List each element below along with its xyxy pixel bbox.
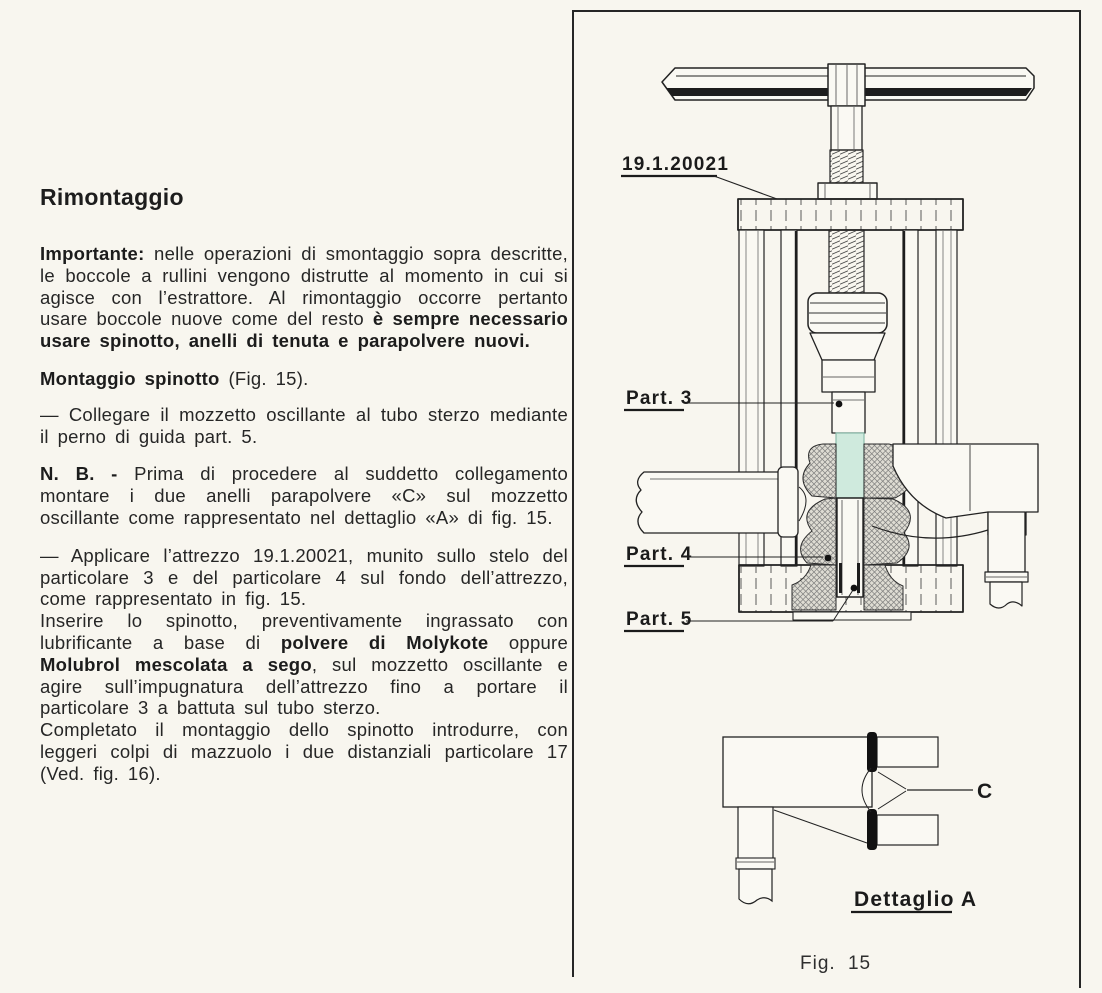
paragraph-applicare: — Applicare l’attrezzo 19.1.20021, munito sullo stelo del particolare 3 e del particolare 4 sul fondo dell’attrezzo, come rappresentato in fig. 15. [40, 544, 568, 610]
paragraph-completato: Completato il montaggio dello spinotto introdurre, con leggeri colpi di mazzuolo i due distanziali particolare 17 (Ved. fig. 16). [40, 719, 568, 784]
guide-pin-sleeve [834, 498, 866, 597]
nb-lead: N. B. - [40, 463, 118, 485]
paragraph-importante: Importante: nelle operazioni di smontaggio sopra descritte, le boccole a rullini vengono distrutte al momento in cui si agisce con l’estrattore. Al rimontaggio occorre pertanto usare boccole nuove come del resto è sempre necessario usare spinotto, anelli di tenuta e parapolvere nuovi. [40, 243, 569, 352]
screw-shaft [831, 106, 862, 150]
page-title: Rimontaggio [40, 184, 184, 210]
screw-thread-lower [829, 230, 864, 293]
press-tool-drawing [621, 64, 1038, 631]
detail-a-title: Dettaglio A [854, 888, 978, 911]
callout-tool-number [621, 154, 777, 199]
section-subhead: Montaggio spinotto (Fig. 15). [40, 367, 309, 389]
paragraph-nb: N. B. - Prima di procedere al suddetto collegamento montare i due anelli parapolvere «C» sul mozzetto oscillante come rappresentato nel dettaglio «A» di fig. 15. [40, 463, 568, 528]
importante-lead: Importante: [40, 243, 145, 264]
screw-thread-upper [830, 150, 863, 183]
paragraph-inserire: Inserire lo spinotto, preventivamente ingrassato con lubrificante a base di polvere di Molykote oppure Molubrol mescolata a sego, sul mozzetto oscillante e agire sull’impugnatura dell’attrezzo fino a portare il particolare 3 a battuta sul tubo sterzo. [40, 610, 568, 719]
figure-15 [570, 0, 1102, 988]
figure-15-diagram [570, 0, 1102, 988]
paragraph-collegare: — Collegare il mozzetto oscillante al tubo sterzo mediante il perno di guida part. 5. [40, 403, 568, 447]
spinotto-highlight [836, 433, 864, 498]
part4-label: Part. 4 [626, 544, 693, 565]
figure-caption: Fig. 15 [800, 953, 872, 974]
steering-tube-left [636, 467, 806, 537]
collar-nut [818, 183, 877, 199]
callout-part3 [624, 388, 842, 410]
part3-label: Part. 3 [626, 388, 693, 409]
tool-top-plate [738, 199, 963, 230]
bottom-plate-lip [793, 612, 911, 620]
press-bell [808, 293, 887, 433]
part5-label: Part. 5 [626, 609, 693, 630]
handle-hub [828, 64, 865, 106]
detail-ref-c-label: C [977, 780, 994, 803]
article-column [40, 184, 568, 785]
tool-number-label: 19.1.20021 [622, 154, 730, 175]
detail-a-drawing [723, 732, 993, 912]
